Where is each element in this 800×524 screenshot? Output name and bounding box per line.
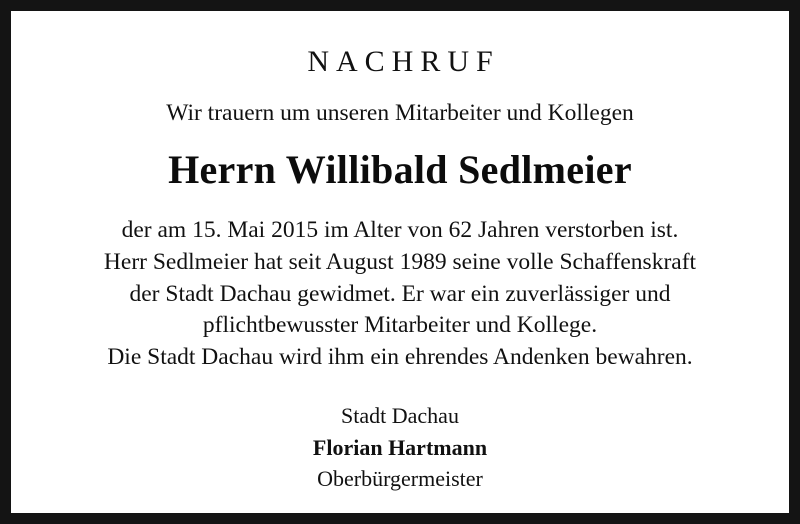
body-line: pflichtbewusster Mitarbeiter und Kollege. xyxy=(202,312,598,339)
signature-person: Florian Hartmann xyxy=(312,435,488,461)
body-line: der Stadt Dachau gewidmet. Er war ein zuverlässiger und xyxy=(129,280,671,307)
deceased-name: Herrn Willibald Sedlmeier xyxy=(168,147,632,193)
signature-block xyxy=(313,401,487,494)
notice-heading: NACHRUF xyxy=(307,45,500,78)
body-line: Herr Sedlmeier hat seit August 1989 seine volle Schaffenskraft xyxy=(103,248,697,275)
signature-organisation: Stadt Dachau xyxy=(341,403,459,429)
body-line: Die Stadt Dachau wird ihm ein ehrendes Andenken bewahren. xyxy=(107,343,693,370)
notice-inner xyxy=(11,11,789,513)
signature-role: Oberbürgermeister xyxy=(317,466,483,492)
notice-body xyxy=(104,215,696,373)
body-line: der am 15. Mai 2015 im Alter von 62 Jahren verstorben ist. xyxy=(121,217,679,244)
notice-lead-text: Wir trauern um unseren Mitarbeiter und Kollegen xyxy=(166,100,634,126)
